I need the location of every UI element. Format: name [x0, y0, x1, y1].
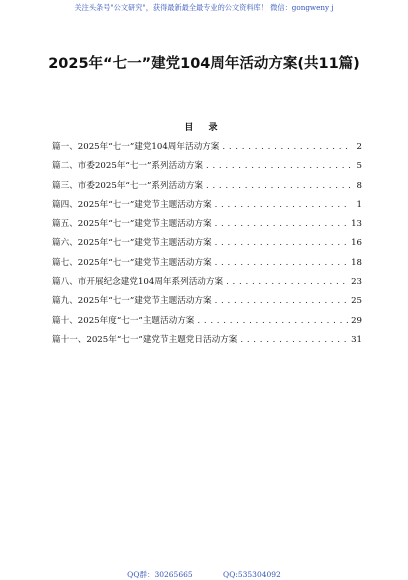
- toc-entry[interactable]: [52, 198, 362, 217]
- toc-entry-label: 篇三、市委2025年“七一”系列活动方案: [52, 180, 203, 191]
- toc-leader-dots: [215, 258, 348, 268]
- toc-entry[interactable]: [52, 294, 362, 313]
- table-of-contents: [52, 140, 362, 352]
- toc-entry-label: 篇六、2025年“七一”建党节主题活动方案: [52, 238, 212, 249]
- toc-entry[interactable]: [52, 179, 362, 198]
- toc-entry-page: 13: [351, 219, 362, 230]
- toc-entry-page: 5: [356, 161, 362, 172]
- toc-entry-label: 篇七、2025年“七一”建党节主题活动方案: [52, 257, 212, 268]
- toc-entry-page: 16: [351, 238, 362, 249]
- toc-entry-page: 2: [356, 142, 362, 152]
- toc-entry-page: 1: [356, 199, 362, 210]
- toc-leader-dots: [226, 277, 348, 287]
- toc-entry[interactable]: [52, 333, 362, 352]
- toc-leader-dots: [240, 335, 348, 345]
- toc-heading: 目 录: [184, 123, 224, 133]
- footer-contact: [0, 569, 408, 580]
- toc-leader-dots: [222, 142, 351, 152]
- toc-entry-label: 篇二、市委2025年“七一”系列活动方案: [52, 161, 203, 172]
- toc-entry-label: 篇一、2025年“七一”建党104周年活动方案: [52, 142, 220, 152]
- toc-entry-page: 23: [351, 277, 362, 288]
- toc-leader-dots: [206, 181, 351, 191]
- toc-entry-label: 篇九、2025年“七一”建党节主题活动方案: [52, 296, 212, 307]
- toc-entry-label: 篇五、2025年“七一”建党节主题活动方案: [52, 219, 212, 230]
- toc-leader-dots: [197, 316, 348, 326]
- toc-leader-dots: [215, 219, 348, 229]
- footer-qq-group: QQ群：30265665: [127, 570, 193, 579]
- toc-entry-page: 31: [351, 334, 362, 345]
- toc-entry[interactable]: [52, 217, 362, 236]
- toc-entry-label: 篇十、2025年度“七一”主题活动方案: [52, 315, 195, 326]
- toc-entry-label: 篇四、2025年“七一”建党节主题活动方案: [52, 199, 212, 210]
- header-banner: 关注头条号"公文研究"，获得最新最全最专业的公文资料库！ 微信：gongweny j: [74, 3, 334, 12]
- footer-qq: QQ:535304092: [223, 570, 281, 579]
- toc-entry-page: 29: [351, 315, 362, 326]
- toc-entry[interactable]: [52, 314, 362, 333]
- toc-leader-dots: [206, 161, 351, 171]
- toc-leader-dots: [215, 200, 351, 210]
- toc-entry-page: 18: [351, 257, 362, 268]
- toc-entry[interactable]: [52, 159, 362, 178]
- toc-entry[interactable]: [52, 140, 362, 159]
- toc-entry-label: 篇八、市开展纪念建党104周年系列活动方案: [52, 277, 224, 288]
- toc-entry[interactable]: [52, 236, 362, 255]
- toc-entry-page: 8: [356, 180, 362, 191]
- toc-entry[interactable]: [52, 256, 362, 275]
- toc-leader-dots: [215, 296, 348, 306]
- toc-leader-dots: [215, 238, 348, 248]
- document-title: 2025年“七一”建党104周年活动方案(共11篇): [48, 56, 360, 72]
- toc-entry-page: 25: [351, 296, 362, 307]
- toc-entry[interactable]: [52, 275, 362, 294]
- toc-entry-label: 篇十一、2025年“七一”建党节主题党日活动方案: [52, 334, 238, 345]
